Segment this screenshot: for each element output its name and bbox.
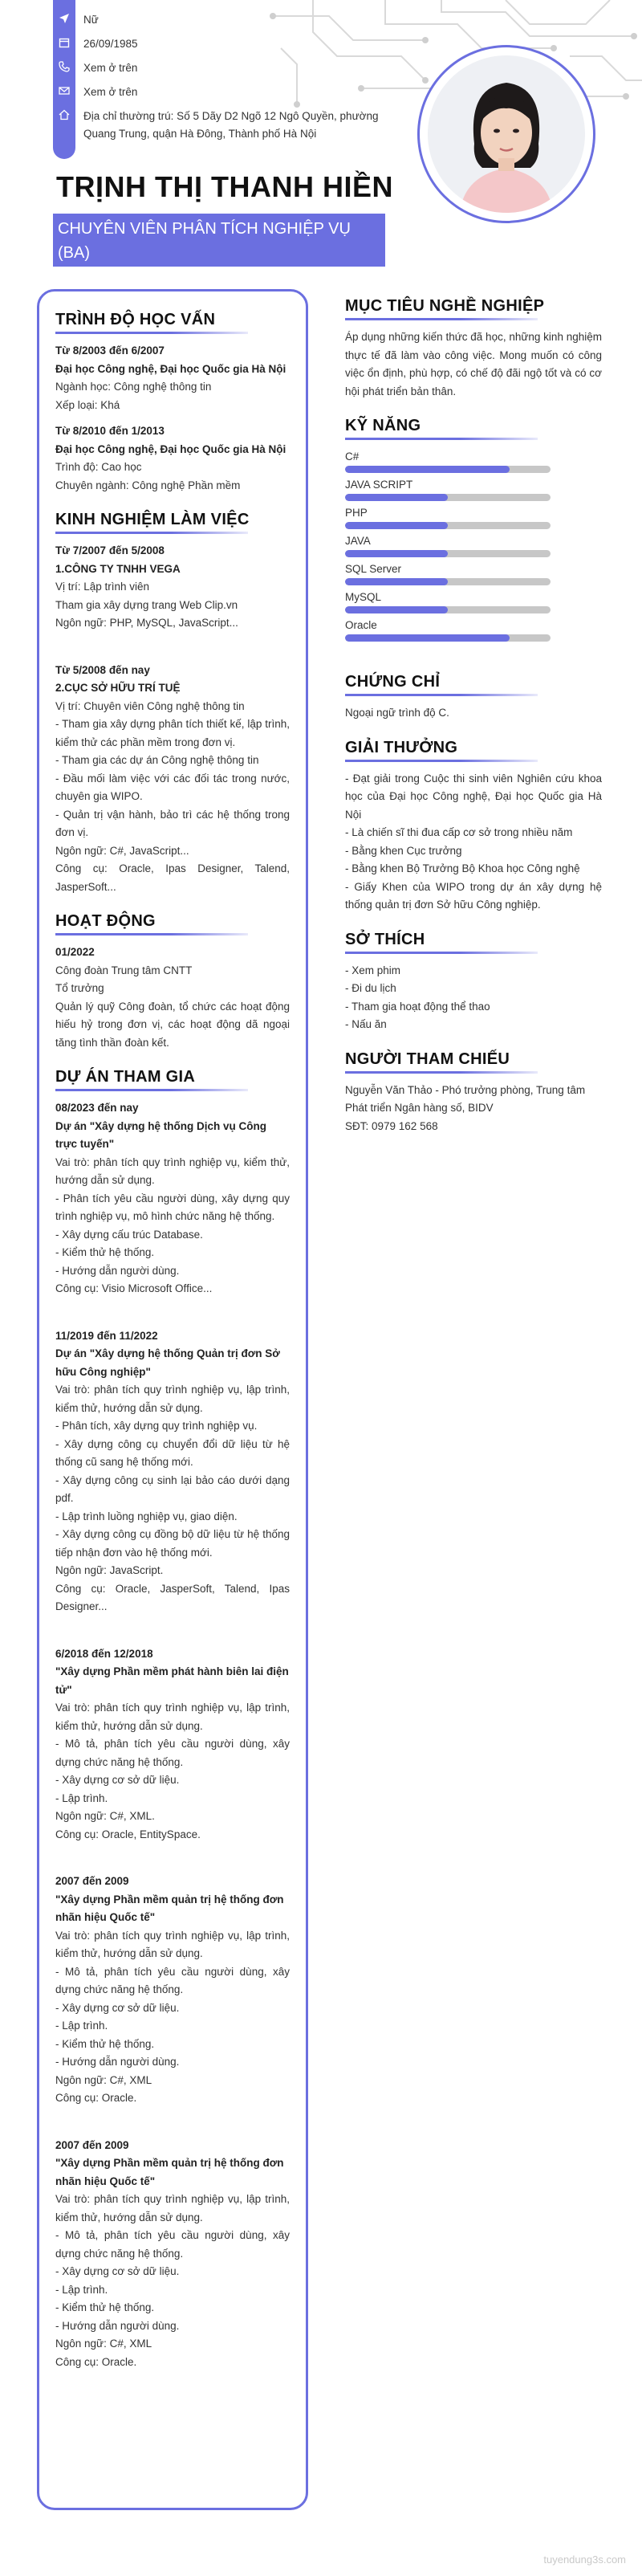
experience-line: - Đầu mối làm việc với các đối tác trong nước, chuyên gia WIPO. xyxy=(55,772,290,802)
section-rule xyxy=(345,760,538,762)
skills-title: KỸ NĂNG xyxy=(345,417,421,434)
contact-gender: Nữ xyxy=(53,11,406,35)
calendar-icon xyxy=(53,35,75,48)
project-line: - Xây dựng công cụ đồng bộ dữ liệu từ hệ thống tiếp nhận đơn vào hệ thống mới. xyxy=(55,1528,290,1559)
section-rule xyxy=(345,1071,538,1074)
project-line: Ngôn ngữ: C#, XML. xyxy=(55,1810,155,1822)
project-line: - Xây dựng cấu trúc Database. xyxy=(55,1228,203,1241)
certificates-title: CHỨNG CHỈ xyxy=(345,673,441,691)
activity-title: HOẠT ĐỘNG xyxy=(55,912,156,930)
awards-title: GIẢI THƯỞNG xyxy=(345,738,458,756)
project-line: Công cụ: Oracle, JasperSoft, Talend, Ipas Designer... xyxy=(55,1582,290,1612)
project-line: Ngôn ngữ: C#, XML xyxy=(55,2338,152,2350)
project-line: Công cụ: Oracle. xyxy=(55,2092,137,2104)
objective-title: MỤC TIÊU NGHỀ NGHIỆP xyxy=(345,297,545,315)
activity-org: Công đoàn Trung tâm CNTT xyxy=(55,964,193,976)
award-item: - Đạt giải trong Cuộc thi sinh viên Nghiên cứu khoa học của Đại học Công nghệ, Đại học Quốc gia Hà Nội xyxy=(345,772,602,821)
project-line: - Mô tả, phân tích yêu cầu người dùng, xây dựng chức năng hệ thống. xyxy=(55,1965,290,1995)
portrait-photo xyxy=(428,55,585,213)
experience-line: Vị trí: Lập trình viên xyxy=(55,581,150,593)
project-line: Vai trò: phân tích quy trình nghiệp vụ, kiểm thử, hướng dẫn sử dụng. xyxy=(55,1156,290,1186)
skills-list xyxy=(345,448,602,642)
education-detail: Ngành học: Công nghệ thông tin xyxy=(55,381,212,393)
education-detail: Xếp loại: Khá xyxy=(55,398,120,411)
contact-list xyxy=(53,11,406,143)
project-line: - Lập trình luồng nghiệp vụ, giao diện. xyxy=(55,1510,238,1522)
section-rule xyxy=(55,1089,248,1091)
project-name: Dự án "Xây dựng hệ thống Quản trị đơn Sở hữu Công nghiệp" xyxy=(55,1347,280,1378)
skill-fill xyxy=(345,550,448,557)
project-period: 08/2023 đến nay xyxy=(55,1102,139,1114)
right-column xyxy=(345,289,602,1135)
experience-company: 1.CÔNG TY TNHH VEGA xyxy=(55,562,181,575)
skill-name: Oracle xyxy=(345,619,377,631)
skill-name: MySQL xyxy=(345,591,382,603)
certificates-text: Ngoại ngữ trình độ C. xyxy=(345,707,449,719)
hobby-item: - Tham gia hoạt động thể thao xyxy=(345,1000,490,1013)
hobby-item: - Xem phim xyxy=(345,964,401,976)
project-line: Vai trò: phân tích quy trình nghiệp vụ, lập trình, kiểm thử, hướng dẫn sử dụng. xyxy=(55,2193,290,2223)
section-rule xyxy=(345,694,538,696)
project-line: - Lập trình. xyxy=(55,2020,108,2032)
skill-name: PHP xyxy=(345,507,368,519)
education-school: Đại học Công nghệ, Đại học Quốc gia Hà Nội xyxy=(55,442,286,455)
experience-period: Từ 7/2007 đến 5/2008 xyxy=(55,544,165,556)
project-period: 2007 đến 2009 xyxy=(55,2138,129,2151)
reference-text: Nguyễn Văn Thảo - Phó trưởng phòng, Trung tâm Phát triển Ngân hàng số, BIDV xyxy=(345,1083,586,1114)
project-line: - Kiểm thử hệ thống. xyxy=(55,1246,155,1258)
experience-company: 2.CỤC SỞ HỮU TRÍ TUỆ xyxy=(55,682,181,694)
project-name: "Xây dựng Phần mềm quản trị hệ thống đơn nhãn hiệu Quốc tế" xyxy=(55,2157,284,2187)
skill-name: JAVA SCRIPT xyxy=(345,479,413,491)
section-rule xyxy=(55,933,248,935)
activity-period: 01/2022 xyxy=(55,946,95,958)
project-line: - Phân tích, xây dựng quy trình nghiệp vụ. xyxy=(55,1420,258,1432)
contact-phone: Xem ở trên xyxy=(53,59,406,84)
award-item: - Bằng khen Bộ Trưởng Bộ Khoa học Công nghệ xyxy=(345,862,580,874)
experience-line: Công cụ: Oracle, Ipas Designer, Talend, JasperSoft... xyxy=(55,862,290,893)
left-column xyxy=(37,289,308,2510)
project-line: - Xây dựng cơ sở dữ liệu. xyxy=(55,2265,180,2277)
hobby-item: - Nấu ăn xyxy=(345,1018,387,1030)
skill-bar xyxy=(345,606,551,613)
project-line: - Xây dựng cơ sở dữ liệu. xyxy=(55,2001,180,2014)
experience-line: Vị trí: Chuyên viên Công nghệ thông tin xyxy=(55,699,245,712)
project-line: - Hướng dẫn người dùng. xyxy=(55,2319,180,2332)
experience-period: Từ 5/2008 đến nay xyxy=(55,663,150,676)
section-rule xyxy=(55,532,248,534)
education-title: TRÌNH ĐỘ HỌC VẤN xyxy=(55,311,216,328)
skill-fill xyxy=(345,634,510,642)
project-line: - Hướng dẫn người dùng. xyxy=(55,1264,180,1277)
project-period: 6/2018 đến 12/2018 xyxy=(55,1647,153,1660)
section-rule xyxy=(345,952,538,954)
project-name: "Xây dựng Phần mềm quản trị hệ thống đơn nhãn hiệu Quốc tế" xyxy=(55,1893,284,1923)
education-detail: Chuyên ngành: Công nghệ Phần mềm xyxy=(55,479,241,491)
project-line: Vai trò: phân tích quy trình nghiệp vụ, lập trình, kiểm thử, hướng dẫn sử dụng. xyxy=(55,1702,290,1732)
experience-line: Tham gia xây dựng trang Web Clip.vn xyxy=(55,598,238,611)
skill-fill xyxy=(345,522,448,529)
project-name: "Xây dựng Phần mềm phát hành biên lai điện tử" xyxy=(55,1665,289,1696)
reference-phone: SĐT: 0979 162 568 xyxy=(345,1119,438,1132)
project-line: - Kiểm thử hệ thống. xyxy=(55,2037,155,2050)
job-title: CHUYÊN VIÊN PHÂN TÍCH NGHIỆP VỤ (BA) xyxy=(53,214,385,267)
award-item: - Bằng khen Cục trưởng xyxy=(345,844,462,857)
contact-email: Xem ở trên xyxy=(53,84,406,108)
project-period: 11/2019 đến 11/2022 xyxy=(55,1329,158,1342)
project-line: Công cụ: Oracle, EntitySpace. xyxy=(55,1828,201,1840)
hobby-item: - Đi du lịch xyxy=(345,982,396,994)
objective-text: Áp dụng những kiến thức đã học, những kinh nghiệm thực tế đã làm vào công việc. Mong muốn có công việc ổn định, phù hợp, có chế độ đãi ngộ tốt và có cơ hội phát triển bản thân. xyxy=(345,331,602,397)
project-name: Dự án "Xây dựng hệ thống Dịch vụ Công trực tuyến" xyxy=(55,1119,266,1150)
project-line: - Lập trình. xyxy=(55,2283,108,2296)
project-line: - Phân tích yêu cầu người dùng, xây dựng quy trình nghiệp vụ, mô hình chức năng hệ thống. xyxy=(55,1192,290,1222)
project-line: - Xây dựng công cụ chuyển đổi dữ liệu từ hệ thống cũ sang hệ thống mới. xyxy=(55,1437,290,1468)
project-line: Ngôn ngữ: JavaScript. xyxy=(55,1564,164,1576)
hobbies-title: SỞ THÍCH xyxy=(345,930,425,948)
skill-bar xyxy=(345,578,551,585)
skill-name: JAVA xyxy=(345,535,371,547)
skill-name: SQL Server xyxy=(345,563,402,575)
project-line: - Xây dựng cơ sở dữ liệu. xyxy=(55,1774,180,1786)
project-line: Vai trò: phân tích quy trình nghiệp vụ, lập trình, kiểm thử, hướng dẫn sử dụng. xyxy=(55,1384,290,1414)
project-line: - Xây dựng công cụ sinh lại bảo cáo dưới dạng pdf. xyxy=(55,1473,290,1504)
project-line: Công cụ: Visio Microsoft Office... xyxy=(55,1282,213,1294)
phone-icon xyxy=(53,59,75,72)
skill-fill xyxy=(345,466,510,473)
skill-fill xyxy=(345,606,448,613)
experience-line: - Quản trị vận hành, bảo trì các hệ thống trong đơn vị. xyxy=(55,808,290,838)
project-line: - Lập trình. xyxy=(55,1791,108,1804)
skill-fill xyxy=(345,494,448,501)
award-item: - Là chiến sĩ thi đua cấp cơ sở trong nhiều năm xyxy=(345,826,573,838)
avatar xyxy=(417,45,595,223)
project-line: Ngôn ngữ: C#, XML xyxy=(55,2073,152,2086)
experience-title: KINH NGHIỆM LÀM VIỆC xyxy=(55,511,250,528)
skill-bar xyxy=(345,494,551,501)
project-line: - Mô tả, phân tích yêu cầu người dùng, xây dựng chức năng hệ thống. xyxy=(55,1738,290,1768)
candidate-name: TRỊNH THỊ THANH HIỀN xyxy=(56,170,393,203)
section-rule xyxy=(345,318,538,320)
activity-role: Tổ trưởng xyxy=(55,982,104,994)
send-icon xyxy=(53,11,75,24)
experience-line: - Tham gia xây dựng phân tích thiết kế, lập trình, kiểm thử các phần mềm trong đơn vị. xyxy=(55,718,290,748)
skill-name: C# xyxy=(345,450,360,463)
education-detail: Trình độ: Cao học xyxy=(55,461,142,473)
education-period: Từ 8/2003 đến 6/2007 xyxy=(55,344,165,357)
education-period: Từ 8/2010 đến 1/2013 xyxy=(55,425,165,437)
section-rule xyxy=(55,332,248,334)
reference-title: NGƯỜI THAM CHIẾU xyxy=(345,1050,510,1068)
skill-bar xyxy=(345,550,551,557)
contact-birthday: 26/09/1985 xyxy=(53,35,406,59)
section-rule xyxy=(345,438,538,440)
skill-bar xyxy=(345,634,551,642)
contact-address: Địa chỉ thường trú: Số 5 Dãy D2 Ngõ 12 Ngô Quyền, phường Quang Trung, quận Hà Đông, Thành phố Hà Nội xyxy=(53,108,406,143)
watermark: tuyendung3s.com xyxy=(543,2554,626,2566)
project-line: Vai trò: phân tích quy trình nghiệp vụ, lập trình, kiểm thử, hướng dẫn sử dụng. xyxy=(55,1929,290,1959)
education-school: Đại học Công nghệ, Đại học Quốc gia Hà Nội xyxy=(55,362,286,375)
award-item: - Giấy Khen của WIPO trong dự án xây dựng hệ thống quản trị đơn Sở hữu Công nghiệp. xyxy=(345,880,602,911)
skill-bar xyxy=(345,466,551,473)
projects-title: DỰ ÁN THAM GIA xyxy=(55,1068,196,1086)
experience-line: - Tham gia các dự án Công nghệ thông tin xyxy=(55,754,259,766)
experience-line: Ngôn ngữ: C#, JavaScript... xyxy=(55,844,189,857)
experience-line: Ngôn ngữ: PHP, MySQL, JavaScript... xyxy=(55,617,238,629)
project-period: 2007 đến 2009 xyxy=(55,1875,129,1887)
project-line: - Kiểm thử hệ thống. xyxy=(55,2301,155,2313)
project-line: Công cụ: Oracle. xyxy=(55,2355,137,2368)
skill-fill xyxy=(345,578,448,585)
mail-icon xyxy=(53,84,75,96)
activity-desc: Quản lý quỹ Công đoàn, tổ chức các hoạt động hiếu hỷ trong đơn vị, các hoạt động dã ngoại tăng tình thần đoàn kết. xyxy=(55,1000,290,1049)
skill-bar xyxy=(345,522,551,529)
home-icon xyxy=(53,108,75,120)
project-line: - Mô tả, phân tích yêu cầu người dùng, xây dựng chức năng hệ thống. xyxy=(55,2229,290,2260)
project-line: - Hướng dẫn người dùng. xyxy=(55,2056,180,2068)
